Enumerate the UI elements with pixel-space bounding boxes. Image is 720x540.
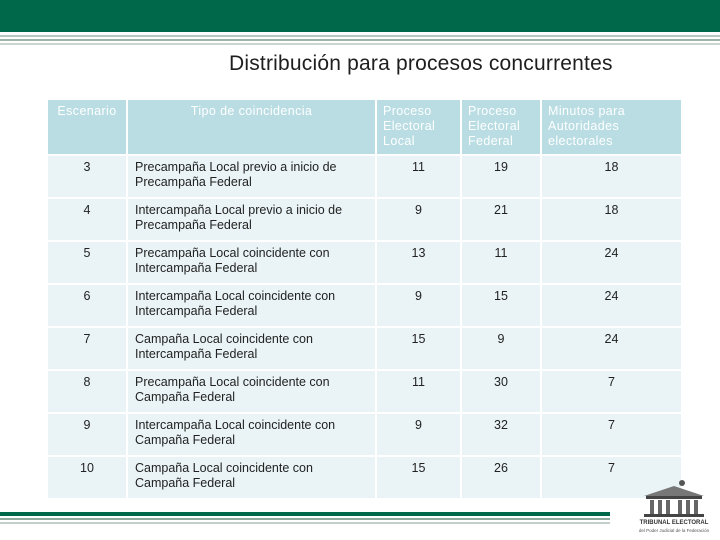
header-minutos-autoridades: Minutos para Autoridades electorales: [542, 100, 681, 154]
cell-tipo: Campaña Local coincidente con Intercampaña Federal: [128, 328, 375, 369]
cell-local: 9: [377, 199, 460, 240]
table-row: [48, 328, 681, 369]
cell-tipo: Precampaña Local previo a inicio de Precampaña Federal: [128, 156, 375, 197]
table-row: [48, 414, 681, 455]
table-row: [48, 371, 681, 412]
page-title: Distribución para procesos concurrentes: [229, 52, 613, 75]
bottom-decorative-stripes: [0, 512, 610, 526]
logo-subtitle: del Poder Judicial de la Federación: [638, 528, 710, 533]
cell-minutos: 7: [542, 414, 681, 455]
cell-escenario: 10: [48, 457, 126, 498]
cell-local: 11: [377, 156, 460, 197]
cell-tipo: Campaña Local coincidente con Campaña Federal: [128, 457, 375, 498]
cell-escenario: 3: [48, 156, 126, 197]
distribution-table: [46, 98, 683, 500]
cell-minutos: 18: [542, 199, 681, 240]
cell-local: 9: [377, 414, 460, 455]
table-row: [48, 242, 681, 283]
table-row: [48, 199, 681, 240]
header-proceso-federal: Proceso Electoral Federal: [462, 100, 540, 154]
cell-federal: 21: [462, 199, 540, 240]
cell-escenario: 8: [48, 371, 126, 412]
table-header-row: [48, 100, 681, 154]
cell-escenario: 6: [48, 285, 126, 326]
cell-minutos: 7: [542, 371, 681, 412]
cell-federal: 11: [462, 242, 540, 283]
cell-tipo: Intercampaña Local coincidente con Intercampaña Federal: [128, 285, 375, 326]
cell-federal: 32: [462, 414, 540, 455]
cell-tipo: Precampaña Local coincidente con Intercampaña Federal: [128, 242, 375, 283]
cell-minutos: 24: [542, 242, 681, 283]
cell-minutos: 24: [542, 328, 681, 369]
cell-tipo: Intercampaña Local coincidente con Campaña Federal: [128, 414, 375, 455]
cell-tipo: Precampaña Local coincidente con Campaña Federal: [128, 371, 375, 412]
cell-federal: 9: [462, 328, 540, 369]
cell-escenario: 5: [48, 242, 126, 283]
cell-local: 9: [377, 285, 460, 326]
header-proceso-local: Proceso Electoral Local: [377, 100, 460, 154]
cell-federal: 15: [462, 285, 540, 326]
header-escenario: Escenario: [48, 100, 126, 154]
header-tipo-coincidencia: Tipo de coincidencia: [128, 100, 375, 154]
cell-federal: 30: [462, 371, 540, 412]
cell-minutos: 24: [542, 285, 681, 326]
building-emblem-icon: [630, 480, 718, 520]
cell-minutos: 7: [542, 457, 681, 498]
tribunal-electoral-logo: [630, 480, 718, 538]
cell-local: 15: [377, 328, 460, 369]
cell-escenario: 7: [48, 328, 126, 369]
cell-escenario: 4: [48, 199, 126, 240]
top-decorative-stripes: [0, 32, 720, 50]
top-green-band: [0, 0, 720, 32]
table-row: [48, 156, 681, 197]
cell-local: 13: [377, 242, 460, 283]
cell-escenario: 9: [48, 414, 126, 455]
cell-tipo: Intercampaña Local previo a inicio de Precampaña Federal: [128, 199, 375, 240]
table-row: [48, 285, 681, 326]
cell-federal: 19: [462, 156, 540, 197]
cell-local: 11: [377, 371, 460, 412]
cell-minutos: 18: [542, 156, 681, 197]
table-row: [48, 457, 681, 498]
logo-name: TRIBUNAL ELECTORAL: [639, 520, 709, 526]
cell-federal: 26: [462, 457, 540, 498]
cell-local: 15: [377, 457, 460, 498]
